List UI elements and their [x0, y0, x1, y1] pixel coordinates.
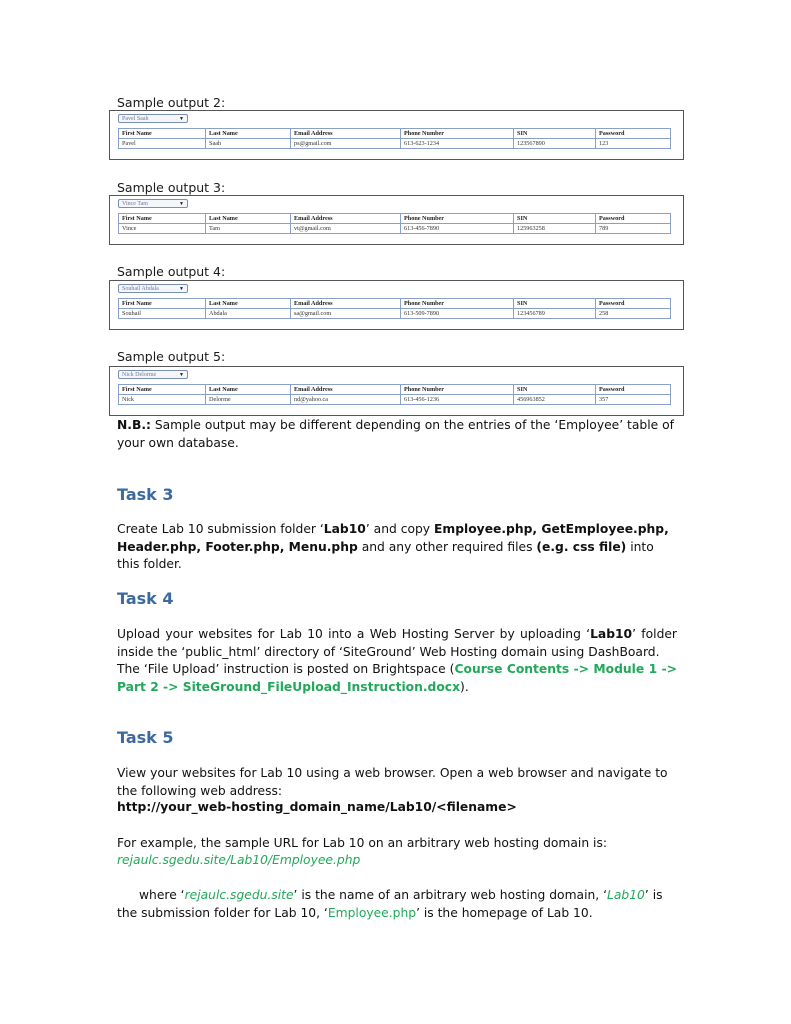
sample-output-3 [109, 195, 684, 245]
table-header-row [119, 299, 671, 309]
header-password: Password [596, 129, 671, 139]
cell-first-name: Pavel [119, 139, 206, 149]
header-sin: SIN [514, 299, 596, 309]
web-address: http://your_web-hosting_domain_name/Lab10/<filename> [117, 800, 517, 814]
header-phone: Phone Number [401, 129, 514, 139]
cell-password: 789 [596, 224, 671, 234]
header-last-name: Last Name [206, 299, 291, 309]
file-list-extra: (e.g. css file) [536, 539, 627, 554]
task4-text: Upload your websites for Lab 10 into a Web Hosting Server by uploading ‘Lab10’ folder inside the ‘public_html’ directory of ‘SiteGround’ Web Hosting domain using DashBoard. The ‘File Upload’ instruction is posted on Brightspace (Course Contents -> Module 1 -> Part 2 -> SiteGround_FileUpload_Instruction.docx). [117, 627, 677, 694]
table-header-row [119, 385, 671, 395]
table-header-row [119, 214, 671, 224]
task5-heading: Task 5 [117, 728, 174, 747]
cell-last-name: Abdala [206, 309, 291, 319]
sample-url[interactable]: rejaulc.sgedu.site/Lab10/Employee.php [117, 853, 361, 867]
sample-caption-5: Sample output 5: [117, 349, 226, 364]
header-last-name: Last Name [206, 385, 291, 395]
task3-text: Create Lab 10 submission folder ‘Lab10’ and copy Employee.php, GetEmployee.php, Header.php, Footer.php, Menu.php and any other required files (e.g. css file) into this folder. [117, 522, 669, 571]
cell-last-name: Delorme [206, 395, 291, 405]
sample-caption-2: Sample output 2: [117, 95, 226, 110]
header-email: Email Address [291, 214, 401, 224]
sample-output-2 [109, 110, 684, 160]
file-list: Employee.php, GetEmployee.php, Header.php, Footer.php, Menu.php [117, 522, 669, 554]
cell-sin: 123456789 [514, 309, 596, 319]
cell-password: 357 [596, 395, 671, 405]
task5-example: For example, the sample URL for Lab 10 on an arbitrary web hosting domain is: [117, 836, 608, 850]
nb-note [117, 417, 677, 452]
cell-first-name: Vince [119, 224, 206, 234]
task3-heading: Task 3 [117, 485, 174, 504]
employee-table [118, 298, 671, 319]
nb-text: Sample output may be different depending on the entries of the ‘Employee’ table of your own database. [117, 418, 674, 450]
sample-output-5 [109, 366, 684, 416]
employee-table [118, 213, 671, 234]
cell-first-name: Souhail [119, 309, 206, 319]
employee-select[interactable]: Pavel Saah ▼ [118, 114, 188, 123]
chevron-down-icon: ▼ [179, 287, 184, 292]
cell-phone: 613-456-1236 [401, 395, 514, 405]
cell-email: sa@gmail.com [291, 309, 401, 319]
folder-name: Lab10 [323, 522, 366, 536]
cell-email: vt@gmail.com [291, 224, 401, 234]
chevron-down-icon: ▼ [179, 202, 184, 207]
cell-email: ps@gmail.com [291, 139, 401, 149]
header-email: Email Address [291, 129, 401, 139]
cell-sin: 456963852 [514, 395, 596, 405]
brightspace-path: Course Contents -> Module 1 -> Part 2 -> SiteGround_FileUpload_Instruction.docx [117, 662, 677, 694]
header-last-name: Last Name [206, 214, 291, 224]
cell-email: nd@yahoo.ca [291, 395, 401, 405]
cell-password: 123 [596, 139, 671, 149]
header-sin: SIN [514, 385, 596, 395]
cell-last-name: Tam [206, 224, 291, 234]
employee-select[interactable]: Nick Delorme ▼ [118, 370, 188, 379]
header-password: Password [596, 214, 671, 224]
nb-label: N.B.: [117, 418, 151, 432]
cell-phone: 613-509-7890 [401, 309, 514, 319]
employee-table [118, 384, 671, 405]
header-sin: SIN [514, 129, 596, 139]
employee-select[interactable]: Souhail Abdala ▼ [118, 284, 188, 293]
header-password: Password [596, 299, 671, 309]
employee-select[interactable]: Vince Tam ▼ [118, 199, 188, 208]
cell-phone: 613-623-1234 [401, 139, 514, 149]
header-phone: Phone Number [401, 214, 514, 224]
header-email: Email Address [291, 385, 401, 395]
domain-name: rejaulc.sgedu.site [184, 888, 294, 902]
task5-intro: View your websites for Lab 10 using a web browser. Open a web browser and navigate to the following web address: [117, 766, 668, 798]
table-row [119, 224, 671, 234]
cell-password: 258 [596, 309, 671, 319]
cell-sin: 123567890 [514, 139, 596, 149]
cell-sin: 125963258 [514, 224, 596, 234]
header-first-name: First Name [119, 385, 206, 395]
sample-caption-3: Sample output 3: [117, 180, 226, 195]
header-first-name: First Name [119, 214, 206, 224]
table-header-row [119, 129, 671, 139]
cell-last-name: Saah [206, 139, 291, 149]
homepage-file: Employee.php [327, 905, 417, 920]
task5-where: where ‘rejaulc.sgedu.site’ is the name of an arbitrary web hosting domain, ‘Lab10’ is the submission folder for Lab 10, ‘Employee.php’ is the homepage of Lab 10. [117, 888, 663, 920]
header-phone: Phone Number [401, 299, 514, 309]
table-row [119, 395, 671, 405]
header-first-name: First Name [119, 129, 206, 139]
header-email: Email Address [291, 299, 401, 309]
chevron-down-icon: ▼ [179, 117, 184, 122]
cell-first-name: Nick [119, 395, 206, 405]
table-row [119, 309, 671, 319]
folder-name: Lab10 [590, 627, 633, 641]
header-last-name: Last Name [206, 129, 291, 139]
sample-caption-4: Sample output 4: [117, 264, 226, 279]
folder-name: Lab10 [607, 888, 645, 902]
table-row [119, 139, 671, 149]
chevron-down-icon: ▼ [179, 373, 184, 378]
task4-heading: Task 4 [117, 589, 174, 608]
employee-table [118, 128, 671, 149]
sample-output-4 [109, 280, 684, 330]
header-phone: Phone Number [401, 385, 514, 395]
header-password: Password [596, 385, 671, 395]
cell-phone: 613-456-7890 [401, 224, 514, 234]
header-sin: SIN [514, 214, 596, 224]
header-first-name: First Name [119, 299, 206, 309]
